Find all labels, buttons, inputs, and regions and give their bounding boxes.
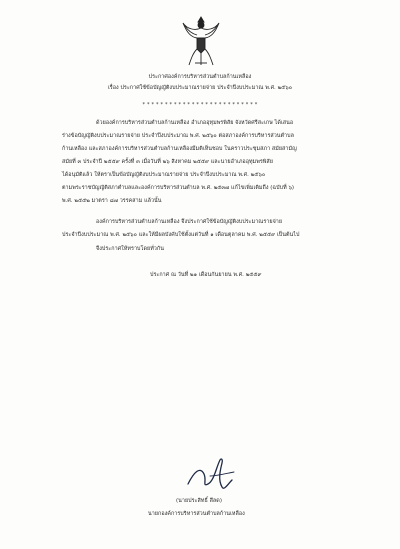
closing-line: จึงประกาศให้ทราบโดยทั่วกัน — [96, 246, 164, 252]
body-line: ได้อนุมัติแล้ว ให้ตราเป็นข้อบัญญัติงบประมาณรายจ่าย ประจำปีงบประมาณ พ.ศ. ๒๕๖๐ — [62, 172, 266, 178]
body-line: ก้านเหลือง และสภาองค์การบริหารส่วนตำบลก้านเหลืองมีมติเห็นชอบ ในคราวประชุมสภา สมัยสามัญ — [62, 146, 297, 152]
announcement-title: ประกาศองค์การบริหารส่วนตำบลก้านเหลือง — [148, 74, 252, 80]
body-line: พ.ศ. ๒๕๕๒ มาตรา ๘๗ วรรคสาม แล้วนั้น — [62, 198, 162, 204]
body-line: องค์การบริหารส่วนตำบลก้านเหลือง จึงประกาศใช้ข้อบัญญัติงบประมาณรายจ่าย — [96, 219, 283, 225]
body-line: ตามพระราชบัญญัติสภาตำบลและองค์การบริหารส่วนตำบล พ.ศ. ๒๕๓๗ แก้ไขเพิ่มเติมถึง (ฉบับที่ ๖) — [62, 185, 295, 191]
signer-name: (นายประสิทธิ์ สีลด) — [176, 498, 222, 504]
garuda-emblem-icon — [181, 13, 221, 69]
body-line: สมัยที่ ๓ ประจำปี ๒๕๕๙ ครั้งที่ ๓ เมื่อวันที่ ๒๖ สิงหาคม ๒๕๕๙ และนายอำเภออุทุมพรพิสัย — [62, 159, 273, 165]
subject-line: เรื่อง ประกาศใช้ข้อบัญญัติงบประมาณรายจ่าย ประจำปีงบประมาณ พ.ศ. ๒๕๖๐ — [107, 85, 293, 91]
separator-stars: * * * * * * * * * * * * * * * * * * * * * * * * * * — [142, 102, 258, 108]
handwritten-signature — [180, 454, 240, 494]
signer-position: นายกองค์การบริหารส่วนตำบลก้านเหลือง — [148, 511, 245, 517]
date-line: ประกาศ ณ วันที่ ๒๑ เดือนกันยายน พ.ศ. ๒๕๕๙ — [150, 272, 262, 278]
body-line: ประจำปีงบประมาณ พ.ศ. ๒๕๖๐ และให้มีผลบังคับใช้ตั้งแต่วันที่ ๑ เดือนตุลาคม พ.ศ. ๒๕๕๙ เป็นต้นไป — [62, 232, 300, 238]
body-line: ร่างข้อบัญญัติงบประมาณรายจ่าย ประจำปีงบประมาณ พ.ศ. ๒๕๖๐ ต่อสภาองค์การบริหารส่วนตำบล — [62, 133, 294, 139]
body-line: ด้วยองค์การบริหารส่วนตำบลก้านเหลือง อำเภออุทุมพรพิสัย จังหวัดศรีสะเกษ ได้เสนอ — [96, 120, 294, 126]
